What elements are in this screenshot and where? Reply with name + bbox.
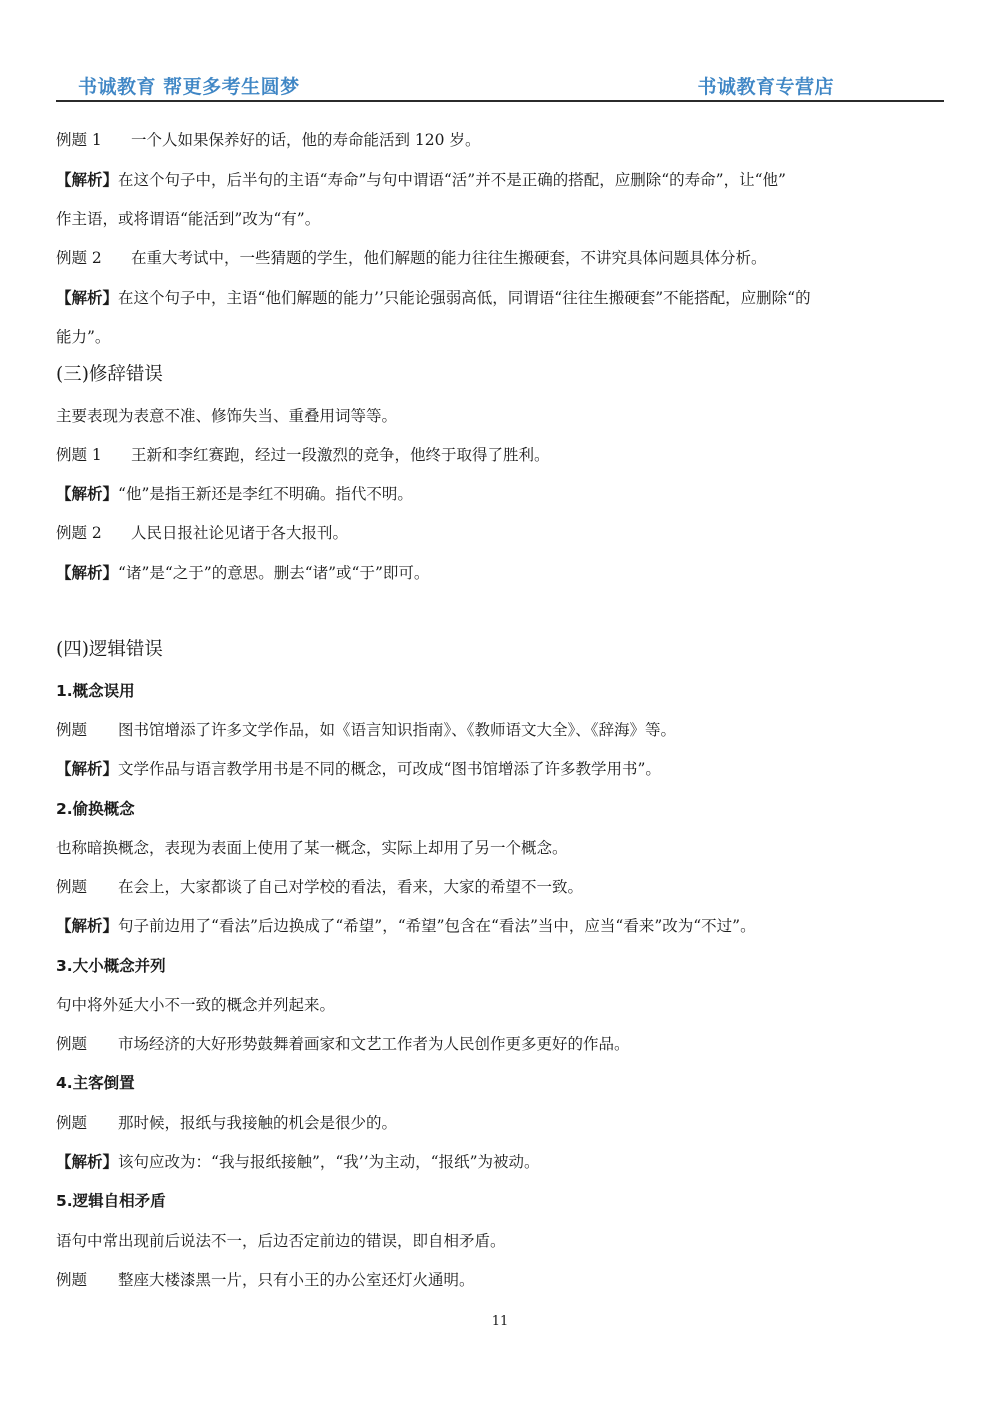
section-title: (四)逻辑错误 xyxy=(56,639,163,660)
analysis-text: “他”是指王新还是李红不明确。指代不明。 xyxy=(118,485,413,503)
example-text: 王新和李红赛跑，经过一段激烈的竞争，他终于取得了胜利。 xyxy=(131,446,550,464)
analysis-text: 在这个句子中，主语“他们解题的能力’’只能论强弱高低，同谓语“往往生搬硬套”不能搭配，应删除“的 xyxy=(118,289,811,307)
analysis-text: 句子前边用了“看法”后边换成了“希望”，“希望”包含在“看法”当中，应当“看来”改为“不过”。 xyxy=(118,917,756,935)
example-label: 例题 2 xyxy=(56,249,102,267)
example-label: 例题 1 xyxy=(56,131,102,149)
analysis-tag: 【解析】 xyxy=(56,759,119,778)
subsection-title: 5.逻辑自相矛盾 xyxy=(56,1192,166,1210)
analysis-continuation: 能力”。 xyxy=(56,328,111,346)
example-text: 那时候，报纸与我接触的机会是很少的。 xyxy=(118,1114,398,1132)
example-text: 在重大考试中，一些猜题的学生，他们解题的能力往往生搬硬套，不讲究具体问题具体分析。 xyxy=(131,249,767,267)
analysis-line xyxy=(56,1150,948,1174)
example-label: 例题 1 xyxy=(56,446,102,464)
paragraph: 主要表现为表意不准、修饰失当、重叠用词等等。 xyxy=(56,407,398,425)
example-label: 例题 2 xyxy=(56,524,102,542)
example-text: 人民日报社论见诸于各大报刊。 xyxy=(131,524,349,542)
example-line xyxy=(56,443,948,467)
analysis-tag: 【解析】 xyxy=(56,916,119,935)
page-number: 11 xyxy=(491,1314,509,1329)
paragraph: 也称暗换概念，表现为表面上使用了某一概念，实际上却用了另一个概念。 xyxy=(56,839,568,857)
analysis-line xyxy=(56,757,948,781)
example-line xyxy=(56,718,948,742)
example-label: 例题 xyxy=(56,878,88,896)
analysis-tag: 【解析】 xyxy=(56,563,119,582)
example-line xyxy=(56,1111,948,1135)
example-text: 一个人如果保养好的话，他的寿命能活到 120 岁。 xyxy=(131,131,481,149)
example-line xyxy=(56,1032,948,1056)
analysis-tag: 【解析】 xyxy=(56,484,119,503)
analysis-line xyxy=(56,286,948,310)
analysis-line xyxy=(56,482,948,506)
analysis-tag: 【解析】 xyxy=(56,1152,119,1171)
analysis-text: 该句应改为：“我与报纸接触”，“我’’为主动，“报纸”为被动。 xyxy=(118,1153,540,1171)
analysis-line xyxy=(56,168,948,192)
analysis-continuation: 作主语，或将谓语“能活到”改为“有”。 xyxy=(56,210,321,228)
analysis-tag: 【解析】 xyxy=(56,170,119,189)
analysis-tag: 【解析】 xyxy=(56,288,119,307)
analysis-line xyxy=(56,914,948,938)
page-header xyxy=(56,72,944,102)
paragraph: 句中将外延大小不一致的概念并列起来。 xyxy=(56,996,336,1014)
analysis-text: “诸”是“之于”的意思。删去“诸”或“于”即可。 xyxy=(118,564,430,582)
example-text: 市场经济的大好形势鼓舞着画家和文艺工作者为人民创作更多更好的作品。 xyxy=(118,1035,630,1053)
example-label: 例题 xyxy=(56,1035,88,1053)
section-title: (三)修辞错误 xyxy=(56,364,163,385)
example-line xyxy=(56,875,948,899)
example-text: 在会上，大家都谈了自己对学校的看法，看来，大家的希望不一致。 xyxy=(118,878,584,896)
subsection-title: 2.偷换概念 xyxy=(56,800,135,818)
analysis-line xyxy=(56,561,948,585)
analysis-text: 文学作品与语言教学用书是不同的概念，可改成“图书馆增添了许多教学用书”。 xyxy=(118,760,661,778)
example-label: 例题 xyxy=(56,1271,88,1289)
example-line xyxy=(56,246,948,270)
subsection-title: 4.主客倒置 xyxy=(56,1074,135,1092)
example-text: 图书馆增添了许多文学作品，如《语言知识指南》、《教师语文大全》、《辞海》等。 xyxy=(118,721,677,739)
subsection-title: 1.概念误用 xyxy=(56,682,135,700)
subsection-title: 3.大小概念并列 xyxy=(56,957,166,975)
example-text: 整座大楼漆黑一片，只有小王的办公室还灯火通明。 xyxy=(118,1271,475,1289)
paragraph: 语句中常出现前后说法不一，后边否定前边的错误，即自相矛盾。 xyxy=(56,1232,506,1250)
analysis-text: 在这个句子中，后半句的主语“寿命”与句中谓语“活”并不是正确的搭配，应删除“的寿命”，让“他” xyxy=(118,171,786,189)
example-line xyxy=(56,128,948,152)
header-slogan: 书诚教育 帮更多考生圆梦 xyxy=(78,76,300,98)
example-line xyxy=(56,521,948,545)
example-label: 例题 xyxy=(56,721,88,739)
header-store-name: 书诚教育专营店 xyxy=(697,76,834,98)
example-line xyxy=(56,1268,948,1292)
example-label: 例题 xyxy=(56,1114,88,1132)
